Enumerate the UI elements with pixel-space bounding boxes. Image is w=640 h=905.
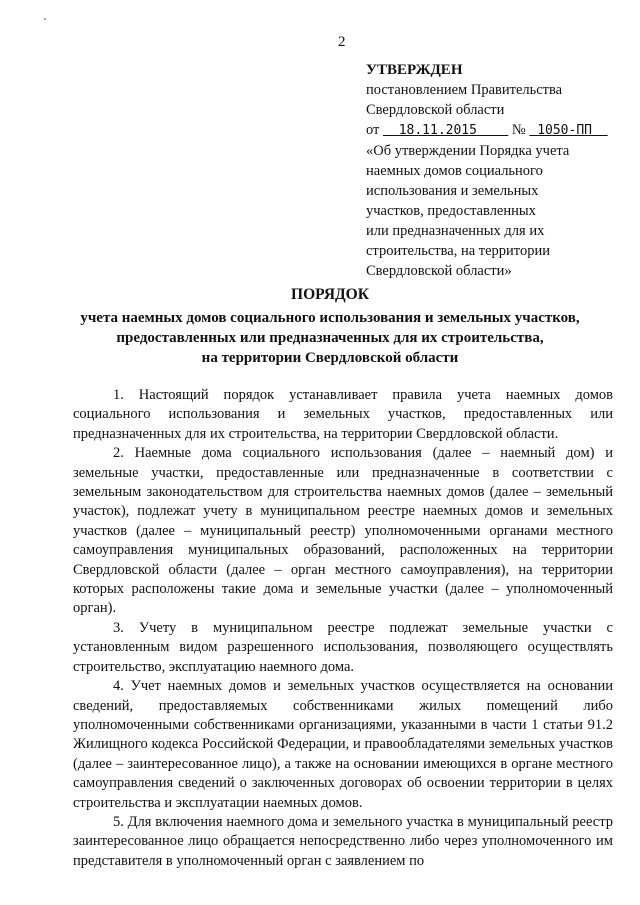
document-title-line: на территории Свердловской области <box>201 350 459 366</box>
document-title <box>60 285 600 368</box>
scan-speck <box>44 18 46 20</box>
number-prefix: № <box>511 122 526 138</box>
date-prefix: от <box>366 122 380 138</box>
document-body <box>73 386 613 871</box>
approval-heading: УТВЕРЖДЕН <box>366 62 463 78</box>
approval-title-line: строительства, на территории <box>366 243 550 259</box>
document-title-main: ПОРЯДОК <box>291 286 369 303</box>
document-title-line: учета наемных домов социального использования и земельных участков, <box>80 310 580 326</box>
approval-title-line: Свердловской области» <box>366 263 512 279</box>
approval-title-line: участков, предоставленных <box>366 203 536 219</box>
approval-title-line: использования и земельных <box>366 183 539 199</box>
paragraph-1: 1. Настоящий порядок устанавливает правила учета наемных домов социального использования и земельных участков, предоставленных или предназначенных для их строительства, на территории Свердловской области. <box>73 387 613 442</box>
page-number: 2 <box>338 34 346 50</box>
approval-title-line: наемных домов социального <box>366 163 543 179</box>
paragraph-2: 2. Наемные дома социального использования (далее – наемный дом) и земельные участки, предоставленные или предназначенные в соответствии с земельным законодательством для строительства наемных домов (далее – земельный участок), подлежат учету в муниципальном реестре наемных домов и земельных участков (далее – муниципальный реестр) уполномоченными органами местного самоуправления муниципальных образований, расположенных на территории Свердловской области (далее – орган местного самоуправления), на территории которых расположены такие дома и земельные участки (далее – уполномоченный орган). <box>73 445 613 617</box>
approval-date: 18.11.2015 <box>398 123 477 138</box>
paragraph-3: 3. Учету в муниципальном реестре подлежат земельные участки с установленным видом разрешенного использования, позволяющего осуществлять строительство, эксплуатацию наемного дома. <box>73 619 613 675</box>
approval-title-line: или предназначенных для их <box>366 223 545 239</box>
paragraph-4: 4. Учет наемных домов и земельных участков осуществляется на основании сведений, предоставляемых собственниками жилых помещений либо уполномоченными собственниками организациями, указанными в части 1 статьи 91.2 Жилищного кодекса Российской Федерации, и правообладателями земельных участков (далее – заинтересованное лицо), а также на основании имеющихся в органе местного самоуправления сведений о заключенных договорах об освоении территории в целях строительства и эксплуатации наемных домов. <box>73 678 613 811</box>
approval-date-line <box>366 120 626 141</box>
approval-title-line: «Об утверждении Порядка учета <box>366 143 570 159</box>
approval-line: постановлением Правительства <box>366 82 563 98</box>
paragraph-5: 5. Для включения наемного дома и земельного участка в муниципальный реестр заинтересованное лицо обращается непосредственно либо через уполномоченного им представителя в уполномоченный орган с заявлением по <box>73 813 613 869</box>
approval-number: 1050-ПП <box>537 123 592 138</box>
document-title-line: предоставленных или предназначенных для их строительства, <box>116 330 544 346</box>
approval-line: Свердловской области <box>366 102 505 118</box>
approval-stamp <box>366 60 626 281</box>
